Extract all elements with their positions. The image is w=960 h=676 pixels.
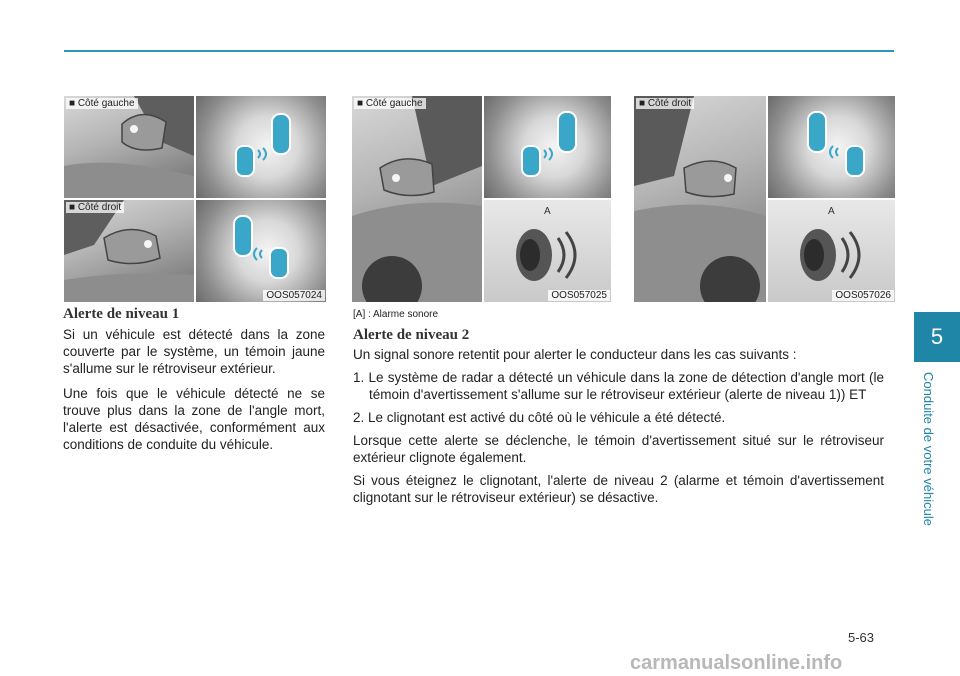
watermark: carmanualsonline.info bbox=[630, 652, 843, 674]
fig1-mirror-right-photo bbox=[64, 200, 194, 302]
fig3-car-photo bbox=[634, 96, 766, 302]
fig1-label-top: ■ Côté gauche bbox=[66, 98, 138, 109]
chapter-number: 5 bbox=[930, 324, 944, 349]
fig3-speaker-letter: A bbox=[828, 206, 835, 217]
fig2-car-photo bbox=[352, 96, 482, 302]
figure-legend: [A] : Alarme sonore bbox=[353, 309, 439, 320]
fig3-code: OOS057026 bbox=[832, 290, 894, 301]
heading-level-1: Alerte de niveau 1 bbox=[63, 306, 180, 322]
radar-car-icons-4 bbox=[768, 96, 895, 198]
fig2-radar bbox=[484, 96, 611, 198]
fig2-speaker-panel bbox=[484, 200, 611, 302]
right-paragraph-2: Si vous éteignez le clignotant, l'alerte de niveau 2 (alarme et témoin d'avertissement clignotant sur le rétroviseur extérieur) se désactive. bbox=[353, 473, 884, 505]
fig3-speaker-panel bbox=[768, 200, 895, 302]
left-paragraph-2: Une fois que le véhicule détecté ne se trouve plus dans la zone de l'angle mort, l'alerte est désactivée, conformément aux conditions de conduite du véhicule. bbox=[63, 386, 325, 452]
radar-car-icons-2 bbox=[196, 200, 326, 302]
page-number: 5-63 bbox=[848, 630, 875, 645]
fig1-code: OOS057024 bbox=[263, 290, 325, 301]
car-right-illustration bbox=[634, 96, 766, 302]
chapter-side-title bbox=[920, 368, 942, 548]
mirror-right-illustration bbox=[64, 200, 194, 302]
fig2-code: OOS057025 bbox=[548, 290, 610, 301]
fig2-label: ■ Côté gauche bbox=[354, 98, 426, 109]
fig3-radar bbox=[768, 96, 895, 198]
header-rule bbox=[64, 50, 894, 52]
fig1-radar-top bbox=[196, 96, 326, 198]
fig1-label-bottom: ■ Côté droit bbox=[66, 202, 124, 213]
right-paragraph-1: Lorsque cette alerte se déclenche, le témoin d'avertissement situé sur le rétroviseur extérieur clignote également. bbox=[353, 433, 884, 465]
left-column bbox=[63, 306, 325, 453]
fig3-label: ■ Côté droit bbox=[636, 98, 694, 109]
radar-car-icons-3 bbox=[484, 96, 611, 198]
car-left-illustration bbox=[352, 96, 482, 302]
chapter-tab[interactable] bbox=[914, 312, 960, 362]
right-column bbox=[353, 327, 884, 506]
heading-level-2: Alerte de niveau 2 bbox=[353, 327, 470, 343]
right-list-item-2: 2. Le clignotant est activé du côté où le véhicule a été détecté. bbox=[353, 410, 726, 425]
fig1-mirror-left-photo bbox=[64, 96, 194, 198]
radar-car-icons bbox=[196, 96, 326, 198]
chapter-title: Conduite de votre véhicule bbox=[921, 372, 936, 526]
right-intro: Un signal sonore retentit pour alerter le conducteur dans les cas suivants : bbox=[353, 347, 797, 362]
fig1-radar-bottom bbox=[196, 200, 326, 302]
right-list-item-1: 1. Le système de radar a détecté un véhicule dans la zone de détection d'angle mort (le témoin d'avertissement s'allume sur le rétroviseur extérieur (alerte de niveau 1)) ET bbox=[353, 370, 884, 402]
mirror-left-illustration bbox=[64, 96, 194, 198]
fig2-speaker-letter: A bbox=[544, 206, 551, 217]
left-paragraph-1: Si un véhicule est détecté dans la zone couverte par le système, un témoin jaune s'allume sur le rétroviseur extérieur. bbox=[63, 327, 325, 376]
